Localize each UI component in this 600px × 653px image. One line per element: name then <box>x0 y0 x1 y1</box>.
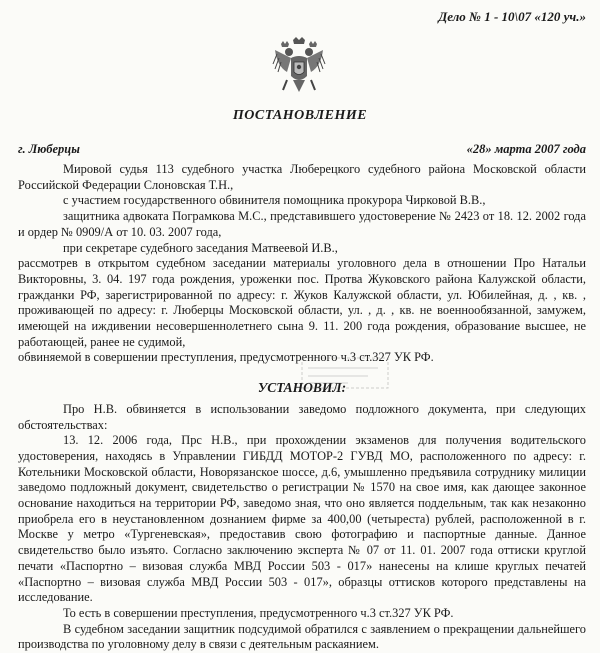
paragraph: Мировой судья 113 судебного участка Люберецкого судебного района Московской области Российской Федерации Слоновская Т.Н., <box>18 162 586 192</box>
coat-of-arms-icon <box>271 36 327 96</box>
paragraph: 13. 12. 2006 года, Прс Н.В., при прохождении экзаменов для получения водительского удостоверения, находясь в Управлении ГИБДД МОТОР-2 ГУВД МО, расположенного по адресу: г. Котельники Московской области, Новорязанское шоссе, д.6, умышленно предъявила сотруднику милиции заведомо подложный документ, свидетельство о регистрации № 1570 на свое имя, как дающее законное основание находиться на территории РФ, заведомо зная, что оно является поддельным, так как незаконно приобрела его в неустановленном дознанием фирме за 400,00 (четыреста) рублей, расположенной в г. Москве у метро «Тургеневская», предоставив свою фотографию и паспортные данные. Данное свидетельство было изъято. Согласно заключению эксперта № 07 от 11. 01. 2007 года оттиски круглой печати «Паспортно – визовая служба МВД России 503 - 017» нанесены на клише круглых печатей «Паспортно – визовая служба МВД России 503 - 017», образцы оттисков которого представлены на исследование. <box>18 433 586 605</box>
paragraph: при секретаре судебного заседания Матвеевой И.В., <box>63 240 338 255</box>
document-body <box>18 162 586 653</box>
faded-stamp <box>300 356 390 390</box>
paragraph: обвиняемой в совершении преступления, предусмотренного ч.3 ст.327 УК РФ. <box>18 350 434 365</box>
paragraph: В судебном заседании защитник подсудимой обратился с заявлением о прекращении дальнейшего производства по уголовному делу в связи с деятельным раскаянием. <box>18 621 586 652</box>
paragraph: защитника адвоката Пограмкова М.С., представившего удостоверение № 2423 от 18. 12. 2002 года и ордер № 0909/А от 10. 03. 2007 года, <box>18 209 586 239</box>
paragraph: Про Н.В. обвиняется в использовании заведомо подложного документа, при следующих обстоятельствах: <box>18 401 586 432</box>
paragraph: То есть в совершении преступления, предусмотренного ч.3 ст.327 УК РФ. <box>63 605 454 620</box>
document-date: «28» марта 2007 года <box>466 142 586 156</box>
paragraph: с участием государственного обвинителя помощника прокурора Чирковой В.В., <box>63 193 486 208</box>
document-place: г. Люберцы <box>18 142 80 156</box>
document-title: ПОСТАНОВЛЕНИЕ <box>232 108 368 123</box>
case-number: Дело № 1 - 10\07 «120 уч.» <box>438 9 586 24</box>
section-heading: УСТАНОВИЛ: <box>257 380 347 396</box>
paragraph: рассмотрев в открытом судебном заседании материалы уголовного дела в отношении Про Натальи Викторовны, 3. 04. 197 года рождения, уроженки пос. Протва Жуковского района Калужской области, гражданки РФ, зарегистрированной по адресу: г. Жуков Калужской области, ул. Юбилейная, д. , кв. , проживающей по адресу: г. Люберцы Московской области, ул. , д. , кв. не военнообязанной, замужем, имеющей на иждивении несовершеннолетнего сына 9. 11. 200 года рождения, образование высшее, не работающей, ранее не судимой, <box>18 256 586 349</box>
